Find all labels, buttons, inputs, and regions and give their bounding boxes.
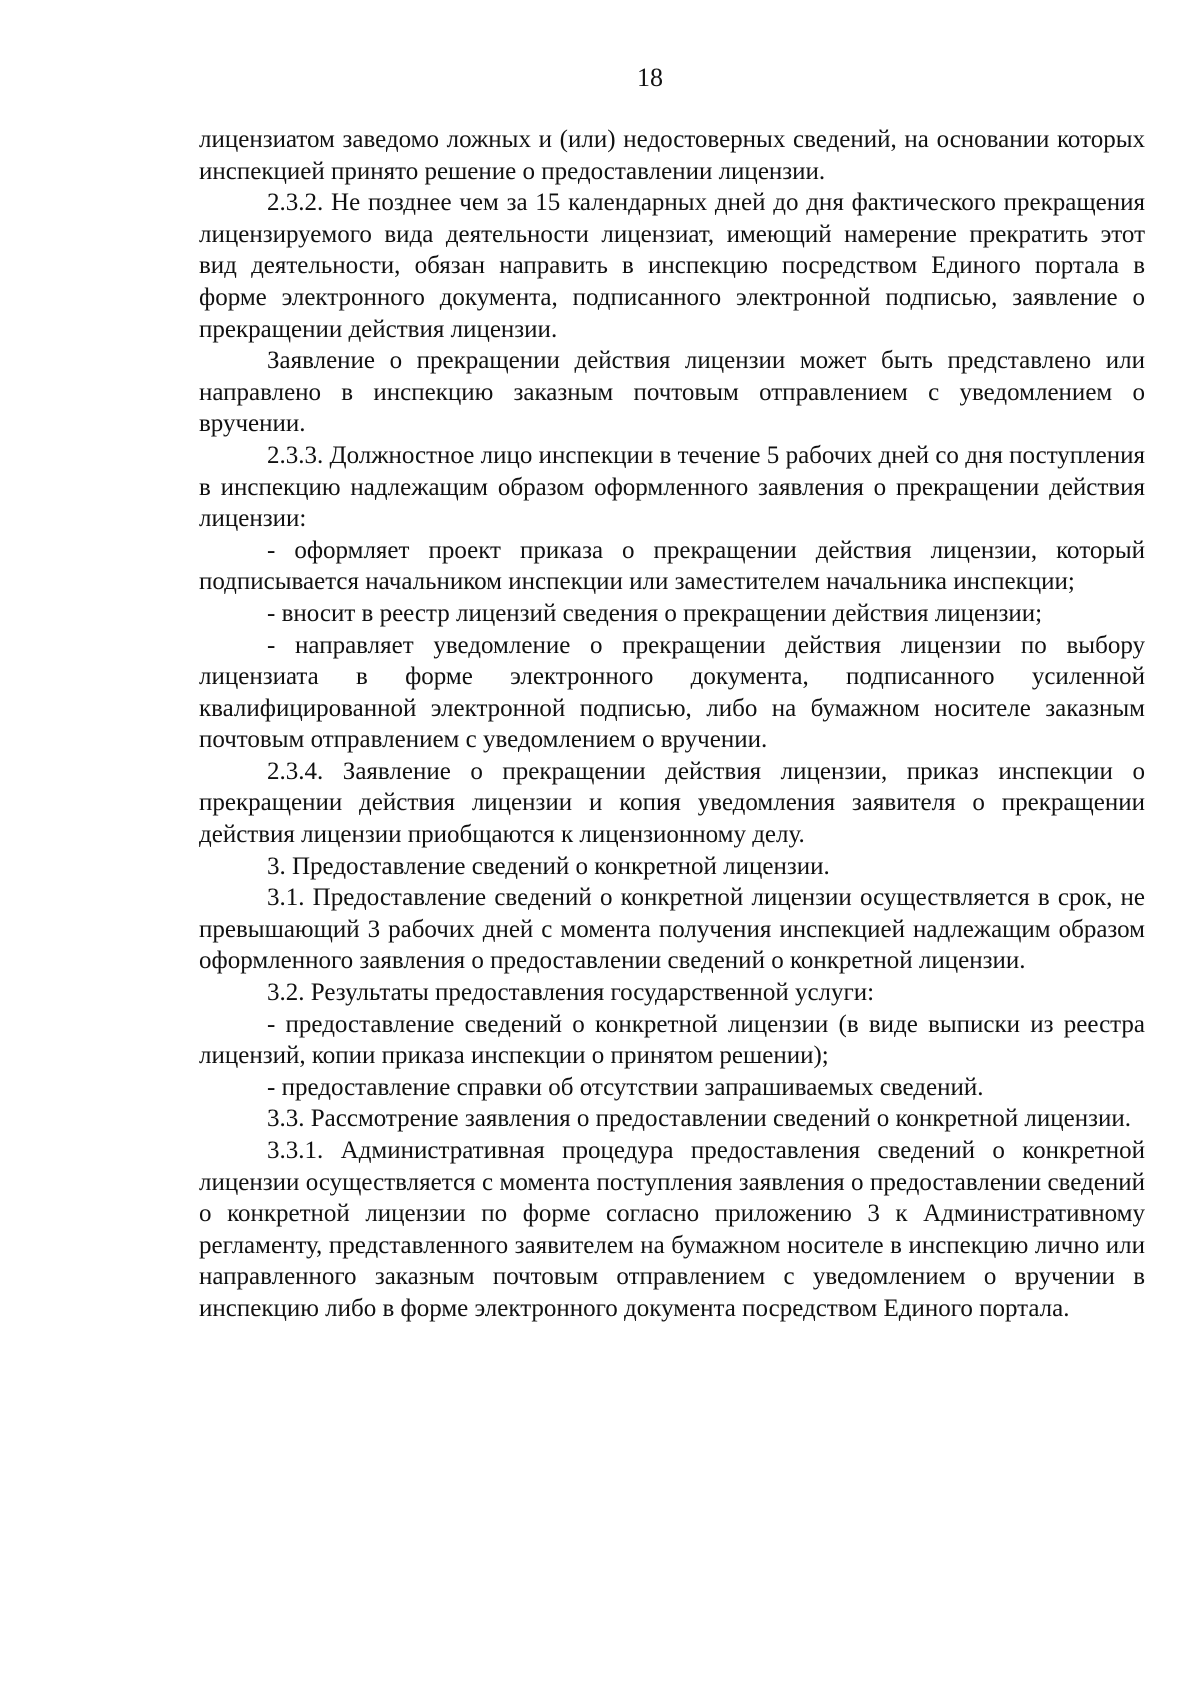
- paragraph-2-3-4: 2.3.4. Заявление о прекращении действия лицензии, приказ инспекции о прекращении действия лицензии и копия уведомления заявителя о прекращении действия лицензии приобщаются к лицензионному делу.: [199, 757, 1145, 849]
- list-item-license-info: - предоставление сведений о конкретной лицензии (в виде выписки из реестра лицензий, копии приказа инспекции о принятом решении);: [199, 1010, 1145, 1070]
- paragraph-3-3: 3.3. Рассмотрение заявления о предоставлении сведений о конкретной лицензии.: [267, 1105, 1131, 1133]
- paragraph-3-3-1: 3.3.1. Административная процедура предоставления сведений о конкретной лицензии осуществляется с момента поступления заявления о предоставлении сведений о конкретной лицензии по форме согласно приложению 3 к Административному регламенту, представленного заявителем на бумажном носителе в инспекцию лично или направленного заказным почтовым отправлением с уведомлением о вручении в инспекцию либо в форме электронного документа посредством Единого портала.: [199, 1137, 1145, 1322]
- paragraph-2-3-2: 2.3.2. Не позднее чем за 15 календарных дней до дня фактического прекращения лицензируемого вида деятельности лицензиат, имеющий намерение прекратить этот вид деятельности, обязан направить в инспекцию посредством Единого портала в форме электронного документа, подписанного электронной подписью, заявление о прекращении действия лицензии.: [199, 189, 1145, 343]
- paragraph-application-submission: Заявление о прекращении действия лицензии может быть представлено или направлено в инспекцию заказным почтовым отправлением с уведомлением о вручении.: [199, 347, 1145, 438]
- paragraph-3-1: 3.1. Предоставление сведений о конкретной лицензии осуществляется в срок, не превышающий 3 рабочих дней с момента получения инспекцией надлежащим образом оформленного заявления о предоставлении сведений о конкретной лицензии.: [199, 884, 1145, 975]
- list-item-notification: - направляет уведомление о прекращении действия лицензии по выбору лицензиата в форме электронного документа, подписанного усиленной квалифицированной электронной подписью, либо на бумажном носителе заказным почтовым отправлением с уведомлением о вручении.: [199, 631, 1145, 754]
- document-body: [199, 124, 1145, 1325]
- list-item-absence-certificate: - предоставление справки об отсутствии запрашиваемых сведений.: [267, 1073, 984, 1101]
- paragraph-3-2: 3.2. Результаты предоставления государственной услуги:: [267, 979, 875, 1007]
- list-item-registry-entry: - вносит в реестр лицензий сведения о прекращении действия лицензии;: [267, 599, 1043, 627]
- paragraph-continuation: лицензиатом заведомо ложных и (или) недостоверных сведений, на основании которых инспекцией принято решение о предоставлении лицензии.: [199, 126, 1145, 185]
- paragraph-2-3-3: 2.3.3. Должностное лицо инспекции в течение 5 рабочих дней со дня поступления в инспекцию надлежащим образом оформленного заявления о прекращении действия лицензии:: [199, 441, 1145, 533]
- list-item-order-draft: - оформляет проект приказа о прекращении действия лицензии, который подписывается начальником инспекции или заместителем начальника инспекции;: [199, 536, 1145, 596]
- page-number: 18: [637, 63, 663, 92]
- section-heading-3: 3. Предоставление сведений о конкретной лицензии.: [267, 852, 830, 880]
